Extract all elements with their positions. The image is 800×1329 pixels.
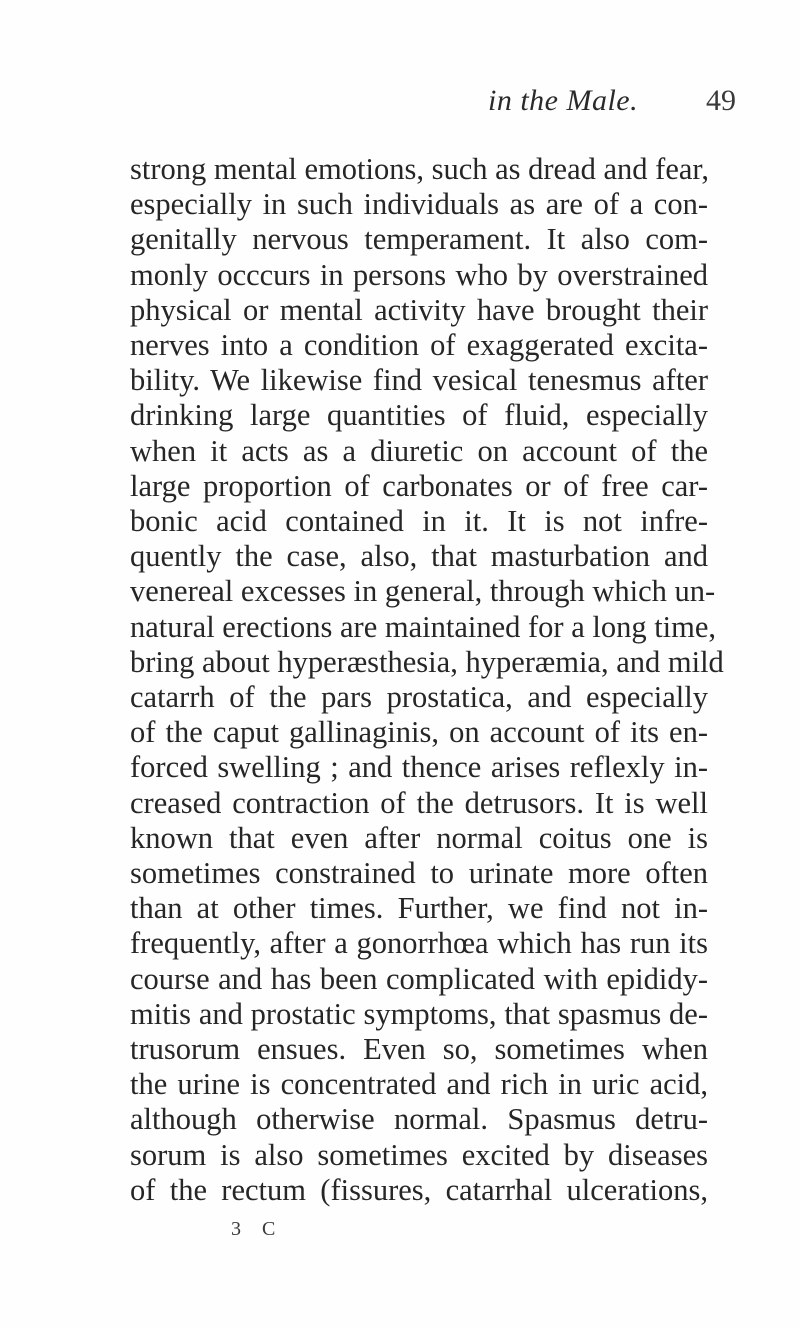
text-line: creased contraction of the detrusors. It is well <box>130 785 708 820</box>
text-line: especially in such individuals as are of a con- <box>130 187 708 222</box>
text-line: sometimes constrained to urinate more often <box>130 856 708 890</box>
running-head <box>0 84 800 124</box>
text-line: drinking large quantities of fluid, especially <box>130 398 708 433</box>
text-line: bility. We likewise find vesical tenesmus after <box>130 363 708 398</box>
text-line: although otherwise normal. Spasmus detru- <box>130 1102 708 1137</box>
text-line: bring about hyperæsthesia, hyperæmia, and mild <box>130 644 724 679</box>
text-line: of the rectum (fissures, catarrhal ulcerations, <box>130 1172 708 1207</box>
text-line: of the caput gallinaginis, on account of its en- <box>130 715 708 750</box>
text-line: course and has been complicated with epididy- <box>130 961 708 996</box>
signature-mark: 3 C <box>231 1218 284 1240</box>
text-line: physical or mental activity have brought their <box>130 292 708 327</box>
text-line: than at other times. Further, we find not in- <box>130 891 708 926</box>
text-line: natural erections are maintained for a long time, <box>130 609 717 644</box>
text-line: bonic acid contained in it. It is not infre- <box>130 504 708 538</box>
text-line: trusorum ensues. Even so, sometimes when <box>130 1032 708 1066</box>
text-line: strong mental emotions, such as dread and fear, <box>130 152 709 186</box>
text-line: sorum is also sometimes excited by diseases <box>130 1137 708 1172</box>
text-line: nerves into a condition of exaggerated excita- <box>130 328 708 362</box>
text-line: the urine is concentrated and rich in uric acid, <box>130 1067 708 1102</box>
text-line: genitally nervous temperament. It also com- <box>130 222 708 257</box>
text-line: quently the case, also, that masturbation and <box>130 539 708 574</box>
page-number: 49 <box>706 84 736 117</box>
text-line: frequently, after a gonorrhœa which has run its <box>130 926 708 961</box>
text-line: large proportion of carbonates or of free car- <box>130 468 708 503</box>
text-line: forced swelling ; and thence arises reflexly in- <box>130 750 708 785</box>
text-line: monly occcurs in persons who by overstrained <box>130 257 708 292</box>
text-line: known that even after normal coitus one is <box>130 820 708 855</box>
text-line: when it acts as a diuretic on account of the <box>130 433 708 468</box>
text-line: mitis and prostatic symptoms, that spasmus de- <box>130 996 708 1031</box>
text-line: catarrh of the pars prostatica, and especially <box>130 680 708 714</box>
text-line: venereal excesses in general, through which un- <box>130 574 716 609</box>
running-head-title: in the Male. <box>488 84 639 117</box>
